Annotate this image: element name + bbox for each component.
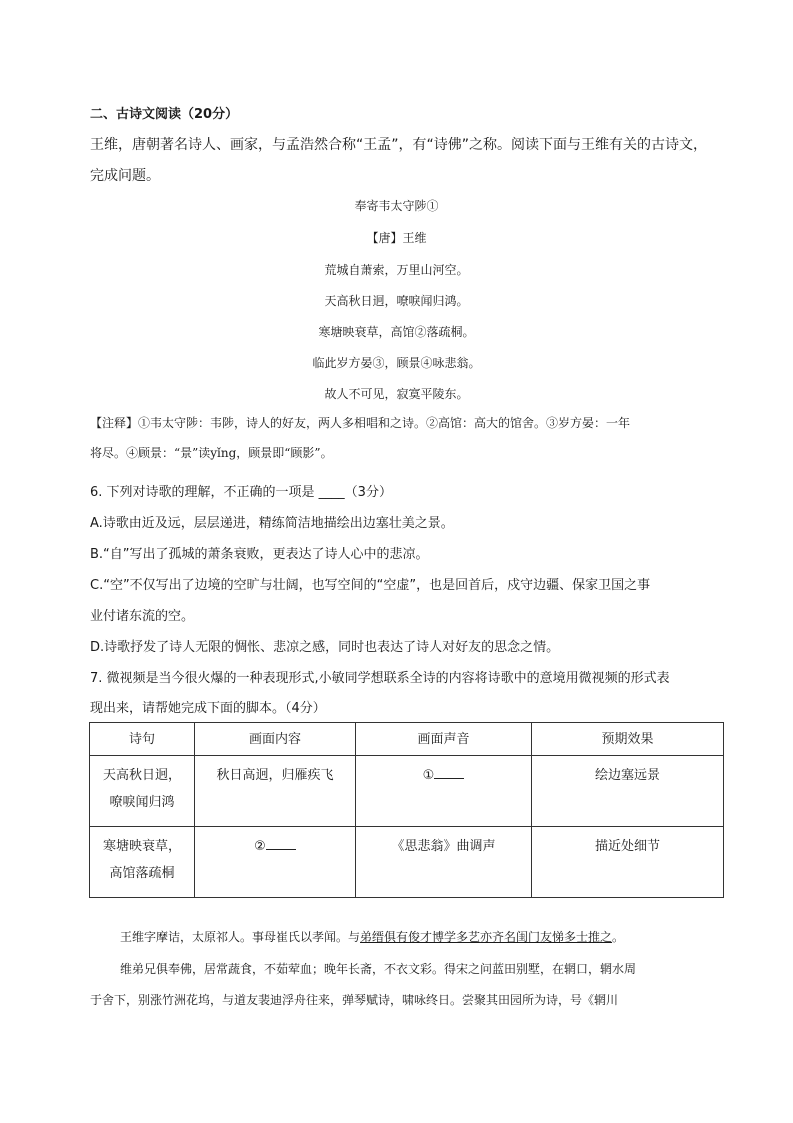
option-c: C.“空”不仅写出了边境的空旷与壮阔，也写空间的“空虚”，也是回首后，戍守边疆、保家卫国之事	[90, 578, 651, 593]
verse-cell	[90, 827, 195, 898]
effect-cell: 描近处细节	[532, 827, 724, 898]
question-6-score: （3分）	[344, 485, 392, 500]
verse-line: 寒塘映衰草，	[102, 839, 181, 854]
verse-line: 嘹唳闻归鸿	[109, 795, 175, 810]
underlined-sentence: 弟缙俱有俊才博学多艺亦齐名闺门友悌多士推之	[360, 930, 613, 944]
poem-line: 寒塘映衰草，高馆②落疏桐。	[318, 325, 475, 339]
sound-cell	[356, 756, 532, 827]
passage-text: 王维字摩诘，太原祁人。事母崔氏以孝闻。与	[120, 930, 361, 944]
option-d: D.诗歌抒发了诗人无限的惆怅、悲凉之感，同时也表达了诗人对好友的思念之情。	[90, 640, 560, 655]
poem-line: 天高秋日迥，嘹唳闻归鸿。	[324, 294, 469, 308]
poem-line: 故人不可见，寂寞平陵东。	[324, 387, 469, 401]
section-title: 二、古诗文阅读（20分）	[90, 107, 239, 122]
blank-number: ②	[254, 839, 266, 854]
video-script-table	[89, 722, 724, 898]
header-content: 画面内容	[195, 723, 356, 756]
poem-author: 【唐】王维	[366, 231, 427, 245]
header-sound: 画面声音	[356, 723, 532, 756]
poem-line: 荒城自萧索，万里山河空。	[324, 263, 469, 277]
table-row	[90, 756, 724, 827]
answer-blank[interactable]	[266, 835, 296, 850]
passage-line-3: 于舍下，别涨竹洲花坞，与道友裴迪浮舟往来，弹琴赋诗，啸咏终日。尝聚其田园所为诗，号《辋川	[90, 993, 619, 1007]
answer-blank[interactable]	[434, 764, 464, 779]
header-verse: 诗句	[90, 723, 195, 756]
effect-cell: 绘边塞远景	[532, 756, 724, 827]
question-6-stem	[90, 481, 392, 500]
sound-cell: 《思悲翁》曲调声	[356, 827, 532, 898]
annotation-line-2: 将尽。④顾景：“景”读yǐng，顾景即“顾影”。	[90, 446, 333, 460]
blank-number: ①	[422, 768, 435, 783]
intro-line-2: 完成问题。	[90, 168, 160, 184]
annotation-line-1: 【注释】①韦太守陟：韦陟，诗人的好友，两人多相唱和之诗。②高馆：高大的馆舍。③岁方晏：一年	[90, 416, 631, 430]
passage-text: 。	[612, 930, 625, 944]
header-effect: 预期效果	[532, 723, 724, 756]
option-a: A.诗歌由近及远，层层递进，精练简洁地描绘出边塞壮美之景。	[90, 516, 454, 531]
table-row	[90, 827, 724, 898]
option-c-continued: 业付诸东流的空。	[90, 609, 195, 624]
poem-title: 奉寄韦太守陟①	[354, 199, 439, 213]
verse-cell	[90, 756, 195, 827]
question-7-line-1: 7. 微视频是当今很火爆的一种表现形式,小敏同学想联系全诗的内容将诗歌中的意境用微视频的形式表	[90, 671, 670, 686]
question-6-prefix: 6. 下列对诗歌的理解，不正确的一项是	[90, 485, 319, 500]
question-7-line-2: 现出来，请帮她完成下面的脚本。（4分）	[90, 701, 326, 716]
verse-line: 高馆落疏桐	[109, 866, 175, 881]
intro-line-1: 王维，唐朝著名诗人、画家，与孟浩然合称“王孟”，有“诗佛”之称。阅读下面与王维有关的古诗文，	[90, 137, 708, 153]
passage-line-2: 维弟兄俱奉佛，居常蔬食，不茹荤血；晚年长斋，不衣文彩。得宋之问蓝田别墅，在辋口，辋水周	[120, 962, 637, 976]
table-header-row	[90, 723, 724, 756]
content-cell: 秋日高迥，归雁疾飞	[195, 756, 356, 827]
answer-blank: ____	[318, 485, 345, 500]
passage-line-1	[120, 928, 624, 945]
poem-line: 临此岁方晏③，顾景④咏悲翁。	[312, 356, 481, 370]
option-b: B.“自”写出了孤城的萧条衰败，更表达了诗人心中的悲凉。	[90, 547, 429, 562]
verse-line: 天高秋日迥，	[102, 768, 181, 783]
content-cell	[195, 827, 356, 898]
